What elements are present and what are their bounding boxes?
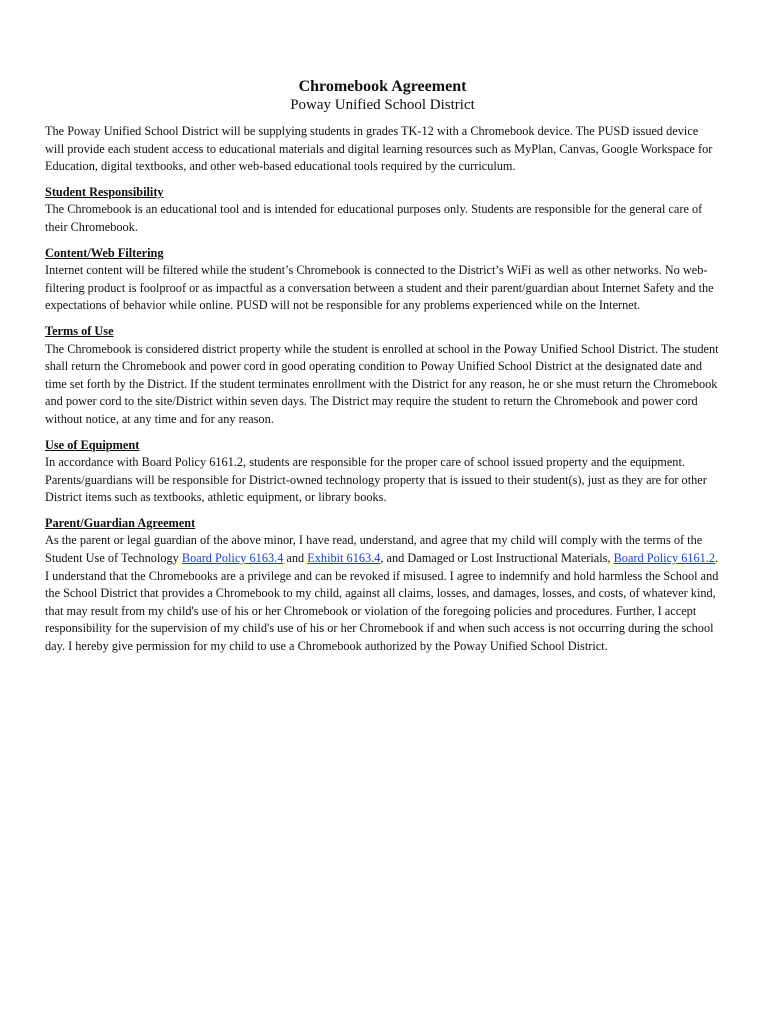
intro-paragraph: The Poway Unified School District will be supplying students in grades TK-12 with a Chromebook device. The PUSD issued device will provide each student access to educational materials and digital learning resources such as MyPlan, Canvas, Google Workspace for Education, digital textbooks, and other web-based educational tools required by the curriculum. [45,124,713,174]
section-content-web-filtering [45,245,720,315]
section-heading: Student Responsibility [45,184,164,199]
section-body: Internet content will be filtered while the student’s Chromebook is connected to the District’s WiFi as well as other networks. No web-filtering product is foolproof or as impactful as a conversation between a student and their parent/guardian about Internet Safety and the expectations of behavior while online. PUSD will not be responsible for any problems experienced while on the Internet. [45,263,714,313]
agreement-text: As the parent or legal guardian of the above minor, I have read, understand, and agree that my child will comply with the terms of the Student Use of Technology [45,533,703,566]
board-policy-6161-2-link[interactable]: Board Policy 6161.2 [613,551,716,566]
exhibit-6163-4-link[interactable]: Exhibit 6163.4 [307,551,381,566]
section-body: In accordance with Board Policy 6161.2, students are responsible for the proper care of school issued property and the equipment. Parents/guardians will be responsible for District-owned technology property that is issued to their student(s), just as they are for other District items such as textbooks, athletic equipment, or library books. [45,455,707,505]
section-heading: Parent/Guardian Agreement [45,515,196,530]
section-body: The Chromebook is an educational tool and is intended for educational purposes only. Students are responsible for the general care of their Chromebook. [45,202,703,234]
section-heading: Use of Equipment [45,437,140,452]
section-use-of-equipment [45,437,720,507]
agreement-body [45,532,720,655]
agreement-text: and [283,551,308,566]
section-heading: Content/Web Filtering [45,245,164,260]
section-body: The Chromebook is considered district property while the student is enrolled at school in the Poway Unified School District. The student shall return the Chromebook and power cord in good operating condition to Poway Unified School District at the designated date and time set forth by the District. If the student terminates enrollment with the District for any reason, he or she must return the Chromebook and power cord to the site/District within seven days. The District may require the student to return the Chromebook and power cord without notice, at any time and for any reason. [45,341,719,426]
document-title: Chromebook Agreement [298,78,467,95]
section-parent-guardian-agreement [45,515,720,656]
section-terms-of-use [45,323,720,429]
agreement-text: . I understand that the Chromebooks are a privilege and can be revoked if misused. I agree to indemnify and hold harmless the School and the School District that provides a Chromebook to my child, against all claims, losses, and damages, losses, and costs, of whatever kind, that may result from my child's use of his or her Chromebook or violation of the foregoing policies and procedures. Further, I accept responsibility for the supervision of my child's use of his or her Chromebook if and when such access is not occurring during the school day. I hereby give permission for my child to use a Chromebook authorized by the Poway Unified School District. [45,551,719,654]
board-policy-6163-4-link[interactable]: Board Policy 6163.4 [181,551,284,566]
agreement-text: , and Damaged or Lost Instructional Materials, [380,551,614,566]
document-subtitle: Poway Unified School District [290,97,475,113]
section-heading: Terms of Use [45,323,114,338]
section-student-responsibility [45,184,720,237]
